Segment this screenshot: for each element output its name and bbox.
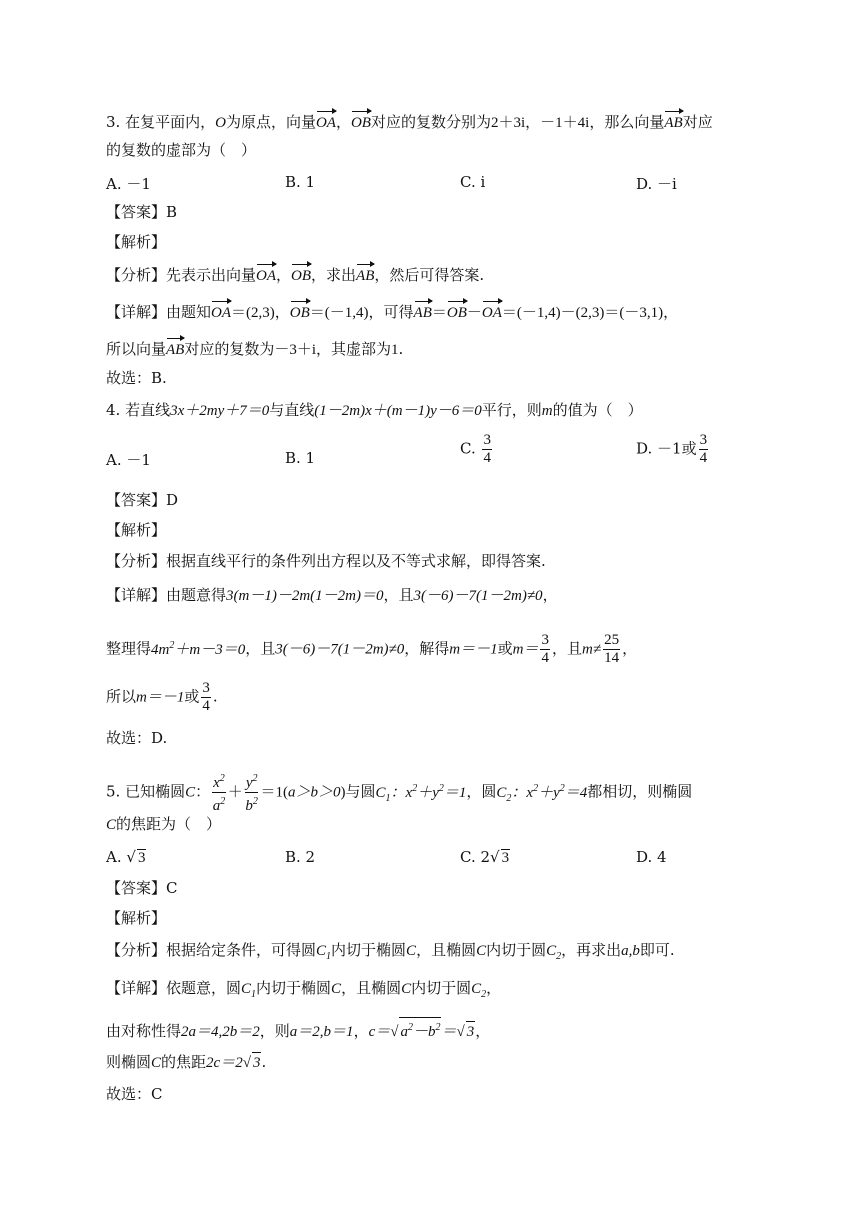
q5-options [106,848,766,868]
q3-stem-line2: 的复数的虚部为（ ） [106,141,257,159]
q4-stem: 4. 若直线3x＋2my＋7＝0与直线(1－2m)x＋(m－1)y－6＝0平行，则m的值为（ ） [106,401,643,419]
q5-xiangjie: 【详解】依题意，圆$C_1$内切于椭圆C，且椭圆C内切于圆$C_2$， [106,979,502,1000]
q3-stem-line1: 3. 在复平面内，O为原点，向量OA，OB对应的复数分别为2＋3i，－1＋4i，那么向量AB对应 [106,110,713,133]
q4-conclusion: 所以m＝－1或 $\frac{3}{4}$ . [106,680,218,714]
q5-conclusion: 则椭圆C的焦距2c＝2√ 3. [106,1053,267,1071]
q5-answer: 【答案】C [106,879,178,897]
q4-choose: 故选：D. [106,729,168,747]
q3-fenxi: 【分析】先表示出向量OA，OB，求出AB，然后可得答案. [106,263,484,286]
q4-option-a: A. －1 [106,451,151,469]
q3-analysis-heading: 【解析】 [106,233,167,251]
q4-xiangjie: 【详解】由题意得3(m－1)－2m(1－2m)＝0，且3(－6)－7(1－2m)≠0， [106,586,558,604]
q3-xiangjie: 【详解】由题知OA＝(2,3)，OB＝(－1,4)，可得AB＝OB－OA＝(－1,4)－(2,3)＝(－3,1)， [106,300,678,323]
q5-option-c: C. 2√ 3 [460,848,510,866]
q3-choose: 故选：B. [106,369,167,387]
q4-step2: 整理得$4m^2+m-3=0$，且3(－6)－7(1－2m)≠0，解得m＝－1或m＝ $\frac{3}{4}$ ，且m≠ $\frac{25}{14}$ ， [106,632,638,666]
q4-options [106,432,766,469]
q5-step2: 由对称性得2a＝4,2b＝2，则a＝2,b＝1，c＝√ $a^2-b^2=√$ 3， [106,1017,490,1042]
q5-stem-line1: 5. 已知椭圆C： $\frac{x^2}{a^2}$ ＋ $\frac{y^2}{b^2}$ ＝1(a＞b＞0)与圆$C_1$：$x^2+y^2=1$，圆$C_2$：$x^2+y^2=4$都相切，则椭圆 [106,770,692,815]
q3-option-c: C. i [460,173,486,191]
q3-conclusion: 所以向量AB对应的复数为－3＋i，其虚部为1. [106,337,403,360]
q4-fenxi: 【分析】根据直线平行的条件列出方程以及不等式求解，即得答案. [106,552,546,570]
q5-analysis-heading: 【解析】 [106,909,167,927]
q3-answer: 【答案】B [106,203,178,221]
q3-option-b: B. 1 [285,173,316,191]
q3-option-d: D. －i [636,175,677,193]
q3-option-a: A. －1 [106,175,151,193]
q5-stem-line2: C的焦距为（ ） [106,815,222,833]
q4-option-d: D. －1或 $\frac{3}{4}$ [636,432,708,466]
q5-option-d: D. 4 [636,848,667,866]
q5-option-b: B. 2 [285,848,316,866]
q5-choose: 故选：C [106,1085,163,1103]
q4-analysis-heading: 【解析】 [106,521,167,539]
q4-option-b: B. 1 [285,449,316,467]
q5-option-a: A. √ 3 [106,848,146,866]
q5-fenxi: 【分析】根据给定条件，可得圆$C_1$内切于椭圆C，且椭圆C内切于圆$C_2$，再求出a,b即可. [106,941,675,962]
q4-answer: 【答案】D [106,491,179,509]
q3-options [106,173,766,193]
q4-option-c: C. $\frac{3}{4}$ [460,432,491,466]
